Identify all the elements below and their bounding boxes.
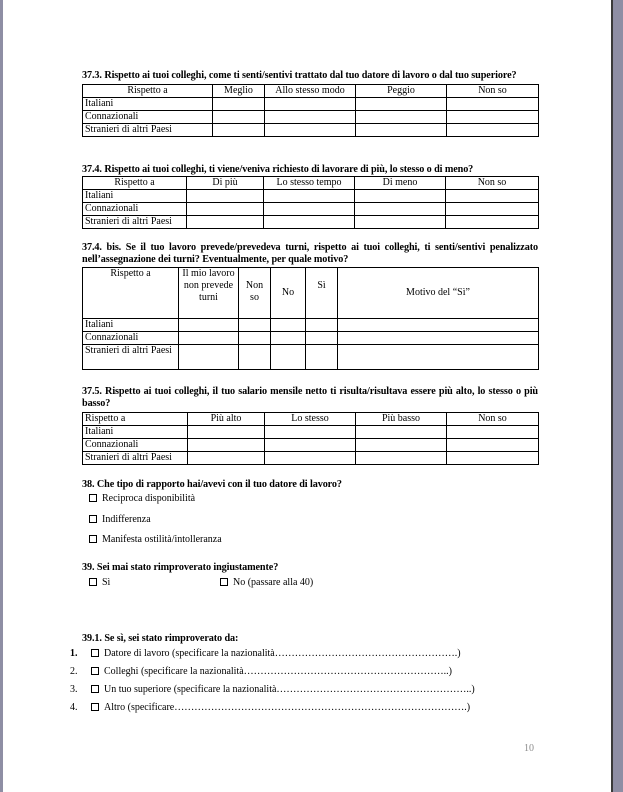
table-header: Sì: [306, 268, 338, 319]
answer-cell[interactable]: [264, 190, 355, 203]
question-table: [82, 267, 539, 370]
item-text: Altro (specificare…………………………………………………………………………….): [104, 702, 471, 713]
answer-cell[interactable]: [338, 319, 539, 332]
answer-cell[interactable]: [355, 203, 446, 216]
answer-cell[interactable]: [239, 332, 271, 345]
answer-cell[interactable]: [188, 439, 265, 452]
answer-cell[interactable]: [271, 332, 306, 345]
question-title: 37.4. bis. Se il tuo lavoro prevede/prevedeva turni, rispetto ai tuoi colleghi, ti senti/sentivi penalizzato nell’assegnazione dei turni? Eventualmente, per quale motivo?: [82, 242, 538, 265]
checkbox-icon[interactable]: [89, 515, 97, 523]
answer-cell[interactable]: [265, 439, 356, 452]
question-title: 37.5. Rispetto ai tuoi colleghi, il tuo salario mensile netto ti risulta/risultava essere più alto, lo stesso o più basso?: [82, 386, 538, 409]
row-label: Connazionali: [83, 203, 187, 216]
answer-cell[interactable]: [355, 190, 446, 203]
item-text: Un tuo superiore (specificare la nazionalità…………………………………………………..): [104, 684, 475, 695]
row-label: Stranieri di altri Paesi: [83, 216, 187, 229]
answer-cell[interactable]: [271, 345, 306, 370]
table-header: Non so: [447, 413, 539, 426]
table-header: Non so: [239, 268, 271, 319]
table-header: Di più: [187, 177, 264, 190]
table-header: Lo stesso tempo: [264, 177, 355, 190]
table-row: [83, 345, 539, 370]
option-label: Manifesta ostilità/intolleranza: [102, 534, 222, 545]
option-si[interactable]: [89, 577, 110, 589]
question-37-3: [82, 70, 538, 137]
table-header: Rispetto a: [83, 177, 187, 190]
answer-cell[interactable]: [447, 426, 539, 439]
answer-cell[interactable]: [179, 319, 239, 332]
checkbox-icon[interactable]: [89, 535, 97, 543]
table-row: [83, 452, 539, 465]
answer-cell[interactable]: [187, 216, 264, 229]
checkbox-icon[interactable]: [220, 578, 228, 586]
answer-cell[interactable]: [271, 319, 306, 332]
option-no[interactable]: [220, 577, 313, 589]
question-39-1: [70, 633, 538, 713]
option-label: Indifferenza: [102, 514, 151, 525]
answer-cell[interactable]: [265, 124, 356, 137]
option-ostilita[interactable]: [89, 534, 222, 546]
table-row: [83, 124, 539, 137]
answer-cell[interactable]: [306, 332, 338, 345]
answer-cell[interactable]: [265, 452, 356, 465]
answer-cell[interactable]: [187, 190, 264, 203]
table-header: Peggio: [356, 85, 447, 98]
list-item[interactable]: [70, 702, 470, 714]
table-header: No: [271, 268, 306, 319]
question-title: 38. Che tipo di rapporto hai/avevi con il tuo datore di lavoro?: [82, 479, 342, 490]
answer-cell[interactable]: [264, 216, 355, 229]
answer-cell[interactable]: [338, 332, 539, 345]
answer-cell[interactable]: [356, 124, 447, 137]
answer-cell[interactable]: [188, 426, 265, 439]
row-label: Italiani: [83, 426, 188, 439]
table-header: Rispetto a: [83, 413, 188, 426]
option-indifferenza[interactable]: [89, 514, 151, 526]
table-row: [83, 319, 539, 332]
table-header-row: [83, 268, 539, 319]
table-header: Lo stesso: [265, 413, 356, 426]
table-header: Di meno: [355, 177, 446, 190]
row-label: Italiani: [83, 190, 187, 203]
row-label: Connazionali: [83, 332, 179, 345]
question-title: 39.1. Se sì, sei stato rimproverato da:: [82, 633, 239, 644]
row-label: Italiani: [83, 98, 213, 111]
table-header-row: [83, 85, 539, 98]
answer-cell[interactable]: [264, 203, 355, 216]
table-row: [83, 332, 539, 345]
item-number: 3.: [70, 684, 78, 695]
answer-cell[interactable]: [356, 111, 447, 124]
row-label: Connazionali: [83, 111, 213, 124]
answer-cell[interactable]: [306, 319, 338, 332]
answer-cell[interactable]: [447, 111, 539, 124]
item-text: Datore di lavoro (specificare la nazionalità……………………………………………….): [104, 648, 461, 659]
question-38: [82, 479, 538, 545]
table-header: Più basso: [356, 413, 447, 426]
answer-cell[interactable]: [188, 452, 265, 465]
checkbox-icon[interactable]: [91, 667, 99, 675]
table-header: Il mio lavoro non prevede turni: [179, 268, 239, 319]
table-row: [83, 203, 539, 216]
option-label: No (passare alla 40): [233, 577, 314, 588]
row-label: Stranieri di altri Paesi: [83, 124, 213, 137]
checkbox-icon[interactable]: [91, 685, 99, 693]
table-header: Rispetto a: [83, 268, 179, 319]
answer-cell[interactable]: [355, 216, 446, 229]
table-row: [83, 216, 539, 229]
question-table: [82, 84, 539, 137]
question-table: [82, 412, 539, 465]
item-number: 4.: [70, 702, 78, 713]
answer-cell[interactable]: [265, 98, 356, 111]
question-title: 39. Sei mai stato rimproverato ingiustamente?: [82, 562, 279, 573]
answer-cell[interactable]: [239, 319, 271, 332]
row-label: Stranieri di altri Paesi: [83, 345, 179, 370]
row-label: Stranieri di altri Paesi: [83, 452, 188, 465]
table-header: Motivo del “Sì”: [338, 268, 539, 319]
page-number: 10: [524, 743, 534, 754]
question-table: [82, 176, 539, 229]
answer-cell[interactable]: [356, 98, 447, 111]
row-label: Connazionali: [83, 439, 188, 452]
answer-cell[interactable]: [446, 216, 539, 229]
checkbox-icon[interactable]: [91, 703, 99, 711]
question-37-4: [82, 164, 538, 229]
option-label: Reciproca disponibilità: [102, 493, 196, 504]
answer-cell[interactable]: [265, 111, 356, 124]
answer-cell[interactable]: [239, 345, 271, 370]
answer-cell[interactable]: [338, 345, 539, 370]
answer-cell[interactable]: [179, 332, 239, 345]
list-item[interactable]: [70, 666, 452, 678]
question-39: [82, 562, 538, 588]
question-title: 37.3. Rispetto ai tuoi colleghi, come ti senti/sentivi trattato dal tuo datore di lavoro o dal tuo superiore?: [82, 70, 517, 81]
table-row: [83, 190, 539, 203]
table-row: [83, 439, 539, 452]
option-label: Sì: [102, 577, 111, 588]
answer-cell[interactable]: [265, 426, 356, 439]
answer-cell[interactable]: [447, 439, 539, 452]
table-row: [83, 426, 539, 439]
answer-cell[interactable]: [446, 203, 539, 216]
item-number: 1.: [70, 648, 78, 659]
answer-cell[interactable]: [447, 98, 539, 111]
row-label: Italiani: [83, 319, 179, 332]
checkbox-icon[interactable]: [89, 494, 97, 502]
table-header-row: [83, 413, 539, 426]
checkbox-icon[interactable]: [91, 649, 99, 657]
answer-cell[interactable]: [356, 452, 447, 465]
answer-cell[interactable]: [213, 124, 265, 137]
table-row: [83, 98, 539, 111]
answer-cell[interactable]: [447, 124, 539, 137]
item-number: 2.: [70, 666, 78, 677]
table-row: [83, 111, 539, 124]
answer-cell[interactable]: [446, 190, 539, 203]
answer-cell[interactable]: [356, 426, 447, 439]
table-header: Rispetto a: [83, 85, 213, 98]
option-reciproca[interactable]: [89, 493, 195, 505]
table-header: Non so: [446, 177, 539, 190]
answer-cell[interactable]: [447, 452, 539, 465]
question-title: 37.4. Rispetto ai tuoi colleghi, ti viene/veniva richiesto di lavorare di più, lo stesso o di meno?: [82, 164, 474, 175]
item-text: Colleghi (specificare la nazionalità……………………………………………………..): [104, 666, 452, 677]
answer-cell[interactable]: [179, 345, 239, 370]
answer-cell[interactable]: [306, 345, 338, 370]
document-page: [3, 0, 613, 792]
question-37-5: [82, 386, 538, 465]
question-37-4-bis: [82, 242, 538, 370]
answer-cell[interactable]: [356, 439, 447, 452]
table-header: Meglio: [213, 85, 265, 98]
table-header: Allo stesso modo: [265, 85, 356, 98]
answer-cell[interactable]: [187, 203, 264, 216]
checkbox-icon[interactable]: [89, 578, 97, 586]
list-item[interactable]: [70, 684, 475, 696]
table-header-row: [83, 177, 539, 190]
table-header: Più alto: [188, 413, 265, 426]
answer-cell[interactable]: [213, 111, 265, 124]
list-item[interactable]: [70, 648, 461, 660]
table-header: Non so: [447, 85, 539, 98]
answer-cell[interactable]: [213, 98, 265, 111]
